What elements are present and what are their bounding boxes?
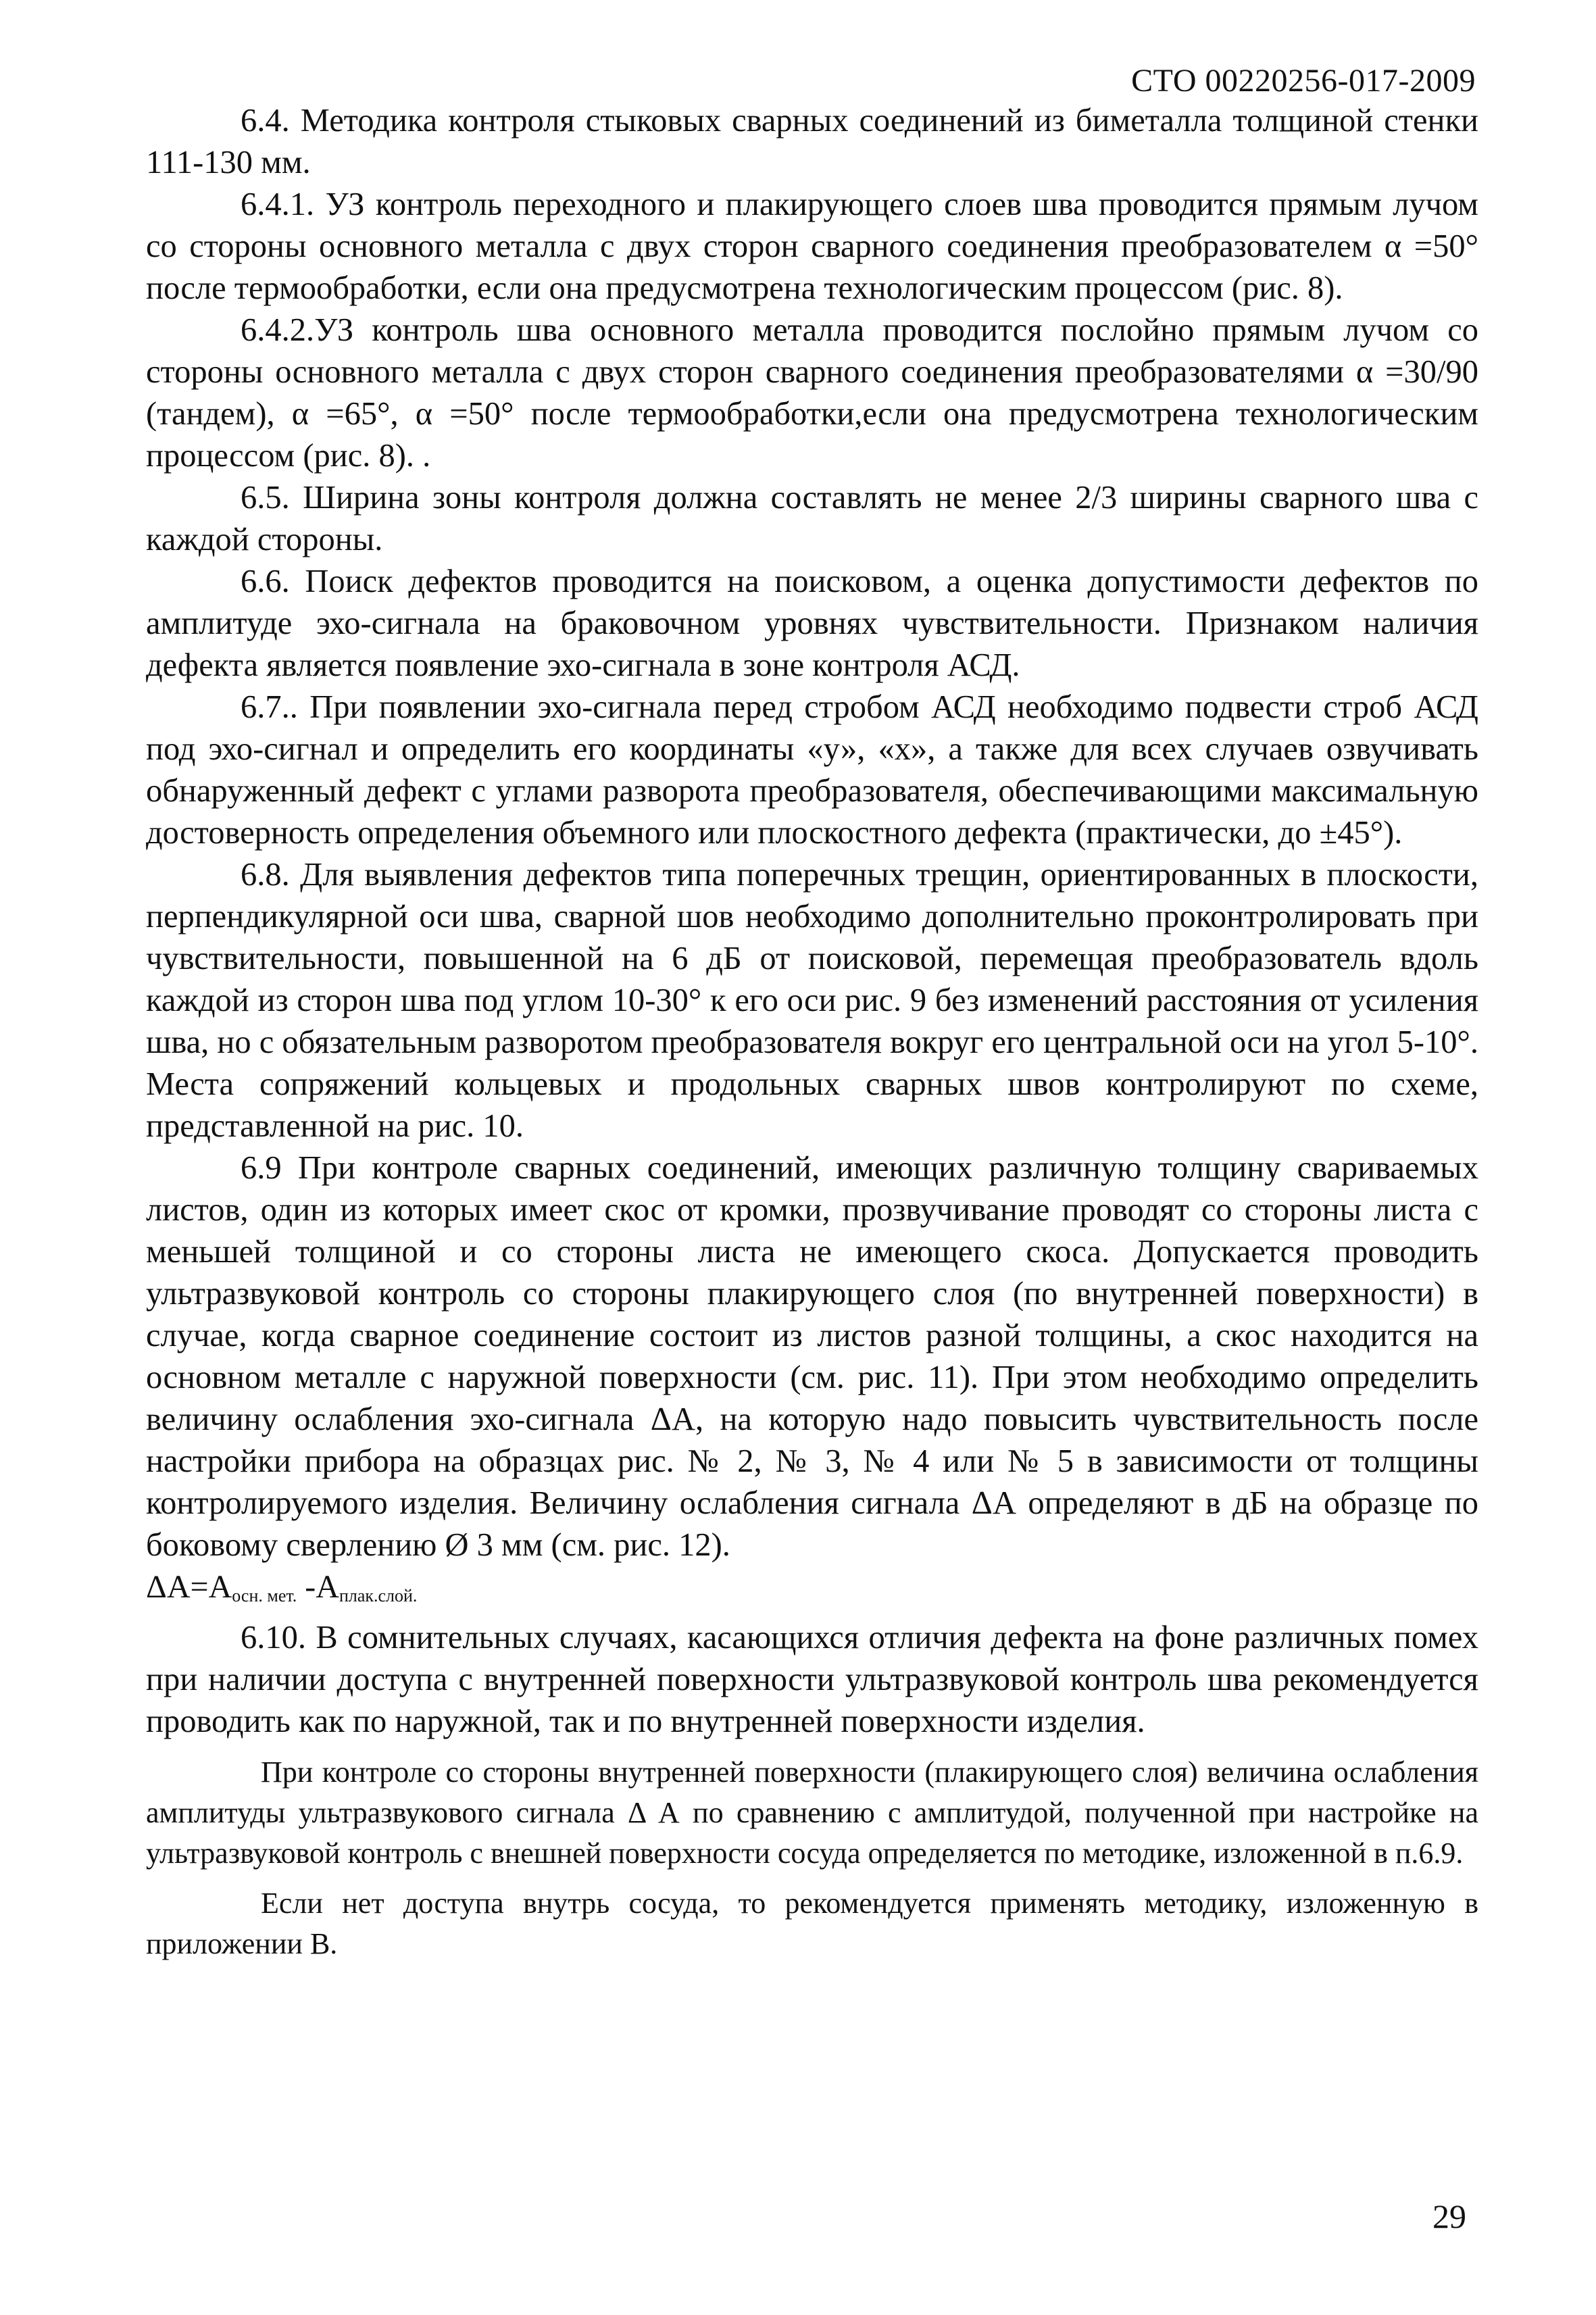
- paragraph-no-access: Если нет доступа внутрь сосуда, то рекомендуется применять методику, изложенную в приложении В.: [146, 1887, 1478, 1960]
- paragraph-6-8: 6.8. Для выявления дефектов типа поперечных трещин, ориентированных в плоскости, перпендикулярной оси шва, сварной шов необходимо дополнительно проконтролировать при чувствительности, повышенной на 6 дБ от поисковой, перемещая преобразователь вдоль каждой из сторон шва под углом 10-30° к его оси рис. 9 без изменений расстояния от усиления шва, но с обязательным разворотом преобразователя вокруг его центральной оси на угол 5-10°. Места сопряжений кольцевых и продольных сварных швов контролируют по схеме, представленной на рис. 10.: [146, 857, 1478, 1144]
- paragraph-6-5: 6.5. Ширина зоны контроля должна составлять не менее 2/3 ширины сварного шва с каждой стороны.: [146, 480, 1478, 557]
- paragraph-inner-surface-control: При контроле со стороны внутренней поверхности (плакирующего слоя) величина ослабления амплитуды ультразвукового сигнала Δ А по сравнению с амплитудой, полученной при настройке на ультразвуковой контроль с внешней поверхности сосуда определяется по методике, изложенной в п.6.9.: [146, 1756, 1478, 1870]
- paragraph-6-4: 6.4. Методика контроля стыковых сварных соединений из биметалла толщиной стенки 111-130 мм.: [146, 103, 1478, 180]
- paragraph-6-4-1: 6.4.1. УЗ контроль переходного и плакирующего слоев шва проводится прямым лучом со стороны основного металла с двух сторон сварного соединения преобразователем α =50° после термообработки, если она предусмотрена технологическим процессом (рис. 8).: [146, 186, 1478, 306]
- paragraph-6-6: 6.6. Поиск дефектов проводится на поисковом, а оценка допустимости дефектов по амплитуде эхо-сигнала на браковочном уровнях чувствительности. Признаком наличия дефекта является появление эхо-сигнала в зоне контроля АСД.: [146, 564, 1478, 683]
- document-body: [146, 100, 1478, 1964]
- document-code: СТО 00220256-017-2009: [1131, 63, 1476, 99]
- formula-subscript-base-metal: осн. мет.: [232, 1586, 297, 1605]
- formula-subscript-clad-layer: плак.слой.: [339, 1586, 418, 1605]
- attenuation-formula: [146, 1566, 1478, 1617]
- paragraph-6-9: 6.9 При контроле сварных соединений, имеющих различную толщину свариваемых листов, один из которых имеет скос от кромки, прозвучивание проводят со стороны листа с меньшей толщиной и со стороны листа не имеющего скоса. Допускается проводить ультразвуковой контроль со стороны плакирующего слоя (по внутренней поверхности) в случае, когда сварное соединение состоит из листов разной толщины, а скос находится на основном металле с наружной поверхности (см. рис. 11). При этом необходимо определить величину ослабления эхо-сигнала ΔА, на которую надо повысить чувствительность после настройки прибора на образцах рис. № 2, № 3, № 4 или № 5 в зависимости от толщины контролируемого изделия. Величину ослабления сигнала ΔА определяют в дБ на образце по боковому сверлению Ø 3 мм (см. рис. 12).: [146, 1150, 1478, 1563]
- page-number: 29: [1432, 2197, 1466, 2235]
- paragraph-6-4-2: 6.4.2.УЗ контроль шва основного металла проводится послойно прямым лучом со стороны основного металла с двух сторон сварного соединения преобразователями α =30/90 (тандем), α =65°, α =50° после термообработки,если она предусмотрена технологическим процессом (рис. 8). .: [146, 312, 1478, 474]
- formula-lhs: ΔА=А: [146, 1569, 232, 1605]
- formula-minus: -А: [297, 1569, 339, 1605]
- paragraph-6-10: 6.10. В сомнительных случаях, касающихся отличия дефекта на фоне различных помех при наличии доступа с внутренней поверхности ультразвуковой контроль шва рекомендуется проводить как по наружной, так и по внутренней поверхности изделия.: [146, 1620, 1478, 1739]
- paragraph-6-7: 6.7.. При появлении эхо-сигнала перед стробом АСД необходимо подвести строб АСД под эхо-сигнал и определить его координаты «у», «х», а также для всех случаев озвучивать обнаруженный дефект с углами разворота преобразователя, обеспечивающими максимальную достоверность определения объемного или плоскостного дефекта (практически, до ±45°).: [146, 689, 1478, 851]
